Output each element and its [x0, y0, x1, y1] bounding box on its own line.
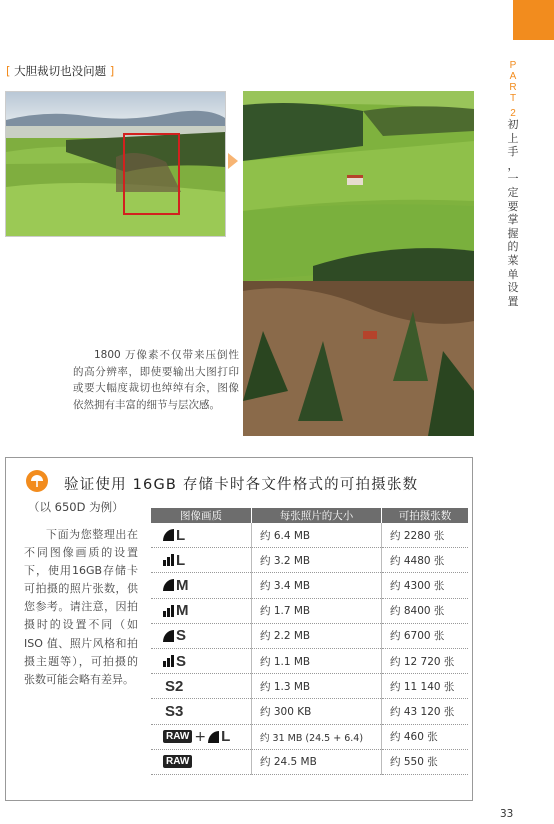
- size-cell: 约 1.1 MB: [252, 648, 382, 673]
- side-title-char: 掌: [507, 213, 519, 227]
- format-letter: L: [221, 728, 231, 746]
- format-cell: [151, 648, 252, 673]
- table-row: [151, 598, 468, 623]
- table-row: [151, 724, 468, 749]
- count-cell: 约 43 120 张: [382, 699, 469, 724]
- side-title-char: 设: [507, 281, 519, 295]
- table-header-cell: 每张照片的大小: [252, 508, 382, 523]
- format-cell: [151, 548, 252, 573]
- size-cell: 约 31 MB (24.5 + 6.4): [252, 724, 382, 749]
- count-cell: 约 8400 张: [382, 598, 469, 623]
- table-row: [151, 674, 468, 699]
- format-letter: M: [176, 576, 189, 594]
- side-title-char: 手: [507, 145, 519, 159]
- side-title-char: 要: [507, 199, 519, 213]
- table-row: [151, 699, 468, 724]
- box-subtitle: （以 650D 为例）: [28, 500, 124, 514]
- side-title-char: 定: [507, 185, 519, 199]
- side-title-char: 的: [507, 240, 519, 254]
- side-title-char: 初: [507, 118, 519, 131]
- table-row: [151, 548, 468, 573]
- format-cell: [151, 699, 252, 724]
- count-cell: 约 2280 张: [382, 523, 469, 548]
- side-title-char: 上: [507, 131, 519, 145]
- table-row: [151, 648, 468, 673]
- side-title-char: 单: [507, 267, 519, 281]
- format-letter: S: [176, 627, 187, 645]
- format-letter: M: [176, 602, 189, 620]
- count-cell: 约 11 140 张: [382, 674, 469, 699]
- landscape-photo-small: [5, 91, 226, 237]
- table-row: [151, 573, 468, 598]
- side-part-char: 2: [510, 108, 516, 119]
- quality-fine-icon: [163, 529, 174, 541]
- box-title: 验证使用 16GB 存储卡时各文件格式的可拍摄张数: [64, 477, 419, 493]
- format-letter: S2: [165, 677, 184, 695]
- info-icon: [26, 470, 48, 492]
- bracket-open: [: [6, 64, 15, 78]
- count-cell: 约 460 张: [382, 724, 469, 749]
- page-number: 33: [500, 808, 514, 820]
- size-cell: 约 300 KB: [252, 699, 382, 724]
- raw-badge: RAW: [163, 755, 192, 768]
- side-part-char: R: [509, 82, 517, 93]
- quality-normal-icon: [163, 554, 174, 566]
- photo-caption: 1800 万像素不仅带来压倒性的高分辨率，即使要输出大图打印或要大幅度裁切也绰绰有余，图像依然拥有丰富的细节与层次感。: [73, 349, 239, 411]
- side-part-char: A: [509, 71, 517, 82]
- quality-fine-icon: [163, 630, 174, 642]
- format-letter: L: [176, 526, 186, 544]
- landscape-photo-cropped: [243, 91, 474, 436]
- bracket-close: ]: [106, 64, 115, 78]
- side-chapter-title: [506, 118, 520, 308]
- count-cell: 约 6700 张: [382, 623, 469, 648]
- format-letter: L: [176, 551, 186, 569]
- side-part-char: T: [509, 93, 517, 104]
- side-title-char: 菜: [507, 253, 519, 267]
- format-cell: [151, 674, 252, 699]
- count-cell: 约 12 720 张: [382, 648, 469, 673]
- landscape-photo-cropped-image: [243, 91, 474, 436]
- box-description: 下面为您整理出在不同图像画质的设置下，使用16GB存储卡可拍摄的照片张数，供您参考。请注意，因拍摄时的设置不同（如 ISO 值、照片风格和拍摄主题等），可拍摄的张数可能会略有差异。: [24, 528, 138, 686]
- table-row: [151, 749, 468, 774]
- size-cell: 约 6.4 MB: [252, 523, 382, 548]
- format-cell: [151, 598, 252, 623]
- table-row: [151, 523, 468, 548]
- table-header-row: [151, 508, 468, 523]
- quality-fine-icon: [163, 579, 174, 591]
- count-cell: 约 550 张: [382, 749, 469, 774]
- section-title-text: 大胆裁切也没问题: [14, 64, 107, 78]
- chapter-tab: [513, 0, 554, 40]
- count-cell: 约 4300 张: [382, 573, 469, 598]
- format-cell: [151, 523, 252, 548]
- format-cell: [151, 623, 252, 648]
- format-cell: [151, 573, 252, 598]
- size-cell: 约 24.5 MB: [252, 749, 382, 774]
- table-header-cell: 可拍摄张数: [382, 508, 469, 523]
- size-cell: 约 3.4 MB: [252, 573, 382, 598]
- format-table: [151, 508, 468, 775]
- plus-sign: +: [194, 728, 207, 745]
- format-cell: [151, 749, 252, 774]
- side-title-char: ，: [507, 158, 519, 172]
- landscape-photo-small-image: [6, 92, 225, 236]
- table-header-cell: 图像画质: [151, 508, 252, 523]
- count-cell: 约 4480 张: [382, 548, 469, 573]
- quality-fine-icon: [208, 731, 219, 743]
- size-cell: 约 3.2 MB: [252, 548, 382, 573]
- quality-normal-icon: [163, 655, 174, 667]
- format-cell: [151, 724, 252, 749]
- quality-normal-icon: [163, 605, 174, 617]
- side-part-label: [506, 60, 520, 119]
- arrow-right-icon: [228, 153, 238, 169]
- side-title-char: 握: [507, 226, 519, 240]
- size-cell: 约 1.7 MB: [252, 598, 382, 623]
- table-row: [151, 623, 468, 648]
- size-cell: 约 1.3 MB: [252, 674, 382, 699]
- side-part-char: P: [509, 60, 517, 71]
- raw-badge: RAW: [163, 730, 192, 743]
- format-letter: S3: [165, 702, 184, 720]
- side-title-char: 置: [507, 294, 519, 308]
- size-cell: 约 2.2 MB: [252, 623, 382, 648]
- info-box: [5, 457, 473, 801]
- info-icon-glyph: [26, 470, 48, 492]
- side-title-char: 一: [507, 172, 519, 186]
- format-letter: S: [176, 652, 187, 670]
- section-title: [6, 63, 114, 79]
